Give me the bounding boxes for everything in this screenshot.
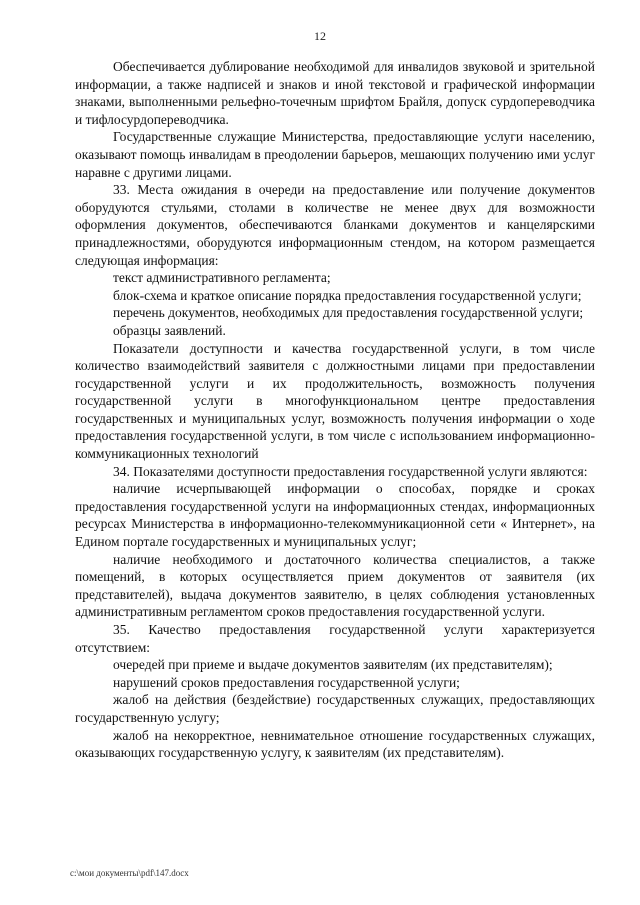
paragraph-34: 34. Показателями доступности предоставления государственной услуги являются:: [113, 463, 588, 479]
paragraph-35: 35. Качество предоставления государственной услуги характеризуется отсутствием:: [75, 622, 595, 655]
section-heading-indicators: Показатели доступности и качества государственной услуги, в том числе количество взаимодействий заявителя с должностными лицами при предоставлении государственной услуги и их продолжительность, возможность получения государственной услуги в многофункциональном центре предоставления государственных и муниципальных услуг, возможность получения информации о ходе предоставления государственной услуги, в том числе с использованием информационно-коммуникационных технологий: [75, 340, 595, 462]
list-item: текст административного регламента;: [113, 270, 331, 286]
list-item: наличие исчерпывающей информации о способах, порядке и сроках предоставления государственной услуги на информационных стендах, информационных ресурсах Министерства в информационно-телекоммуникационной сети « Интернет», на Едином портале государственных и муниципальных услуг;: [75, 481, 595, 550]
list-item: перечень документов, необходимых для предоставления государственной услуги;: [113, 305, 584, 321]
list-item: образцы заявлений.: [113, 322, 226, 338]
list-item: наличие необходимого и достаточного количества специалистов, а также помещений, в которых осуществляется прием документов от заявителя (их представителей), выдача документов заявителю, в целях соблюдения установленных административным регламентом сроков предоставления государственной услуги.: [75, 551, 595, 620]
paragraph-civil-servants: Государственные служащие Министерства, предоставляющие услуги населению, оказывают помощь инвалидам в преодолении барьеров, мешающих получению ими услуг наравне с другими лицами.: [75, 129, 595, 180]
paragraph-braille: Обеспечивается дублирование необходимой для инвалидов звуковой и зрительной информации, а также надписей и знаков и иной текстовой и графической информации знаками, выполненными рельефно-точечным шрифтом Брайля, допуск сурдопереводчика и тифлосурдопереводчика.: [75, 59, 595, 127]
page-number: 12: [314, 29, 326, 43]
document-body: [75, 58, 595, 762]
list-item: нарушений сроков предоставления государственной услуги;: [113, 674, 460, 690]
list-item: блок-схема и краткое описание порядка предоставления государственной услуги;: [113, 287, 582, 303]
footer-file-path: c:\мои документы\pdf\147.docx: [70, 868, 189, 878]
list-item: жалоб на действия (бездействие) государственных служащих, предоставляющих государственную услугу;: [75, 692, 595, 725]
list-item: жалоб на некорректное, невнимательное отношение государственных служащих, оказывающих государственную услугу, к заявителям (их представителям).: [75, 727, 595, 761]
list-item: очередей при приеме и выдаче документов заявителям (их представителям);: [113, 657, 553, 673]
paragraph-33: 33. Места ожидания в очереди на предоставление или получение документов оборудуются стульями, столами в количестве не менее двух для возможности оформления документов, обеспечиваются бланками документов и канцелярскими принадлежностями, оборудуются информационным стендом, на котором размещается следующая информация:: [75, 182, 595, 268]
